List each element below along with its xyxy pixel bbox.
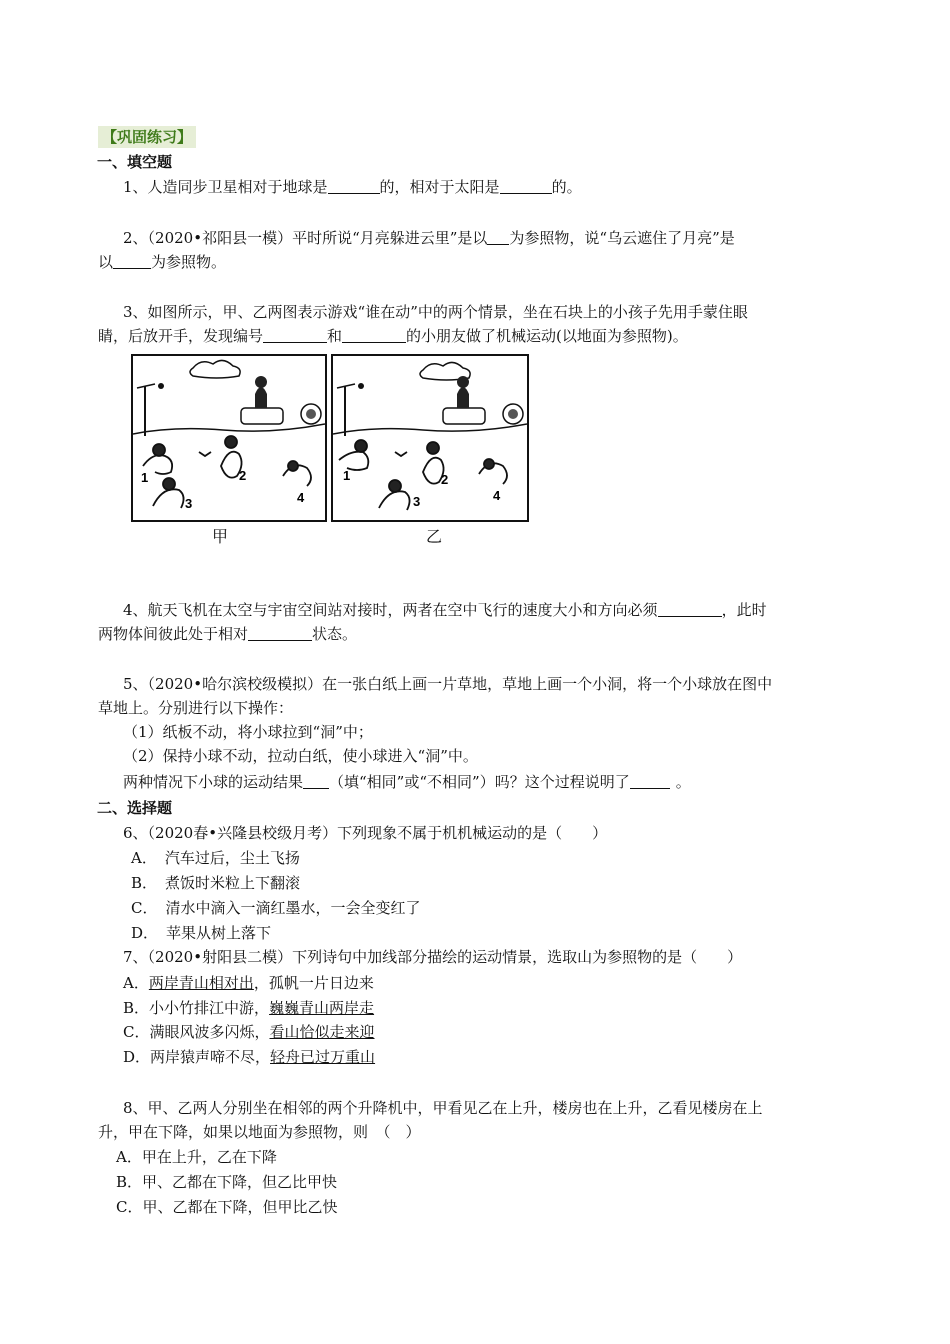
answer-blank [303, 774, 329, 789]
question-7-option-d: D．两岸猿声啼不尽，轻舟已过万重山 [123, 1048, 376, 1066]
child-number: 3 [185, 496, 193, 511]
answer-blank [630, 774, 670, 789]
answer-blank [113, 254, 151, 269]
figure-caption-jia: 甲 [212, 527, 229, 546]
question-8-option-a: A．甲在上升，乙在下降 [116, 1148, 277, 1166]
question-5-operation-1: （1）纸板不动，将小球拉到“洞”中； [123, 723, 373, 741]
child-number: 4 [297, 490, 305, 505]
question-6-option-b: B． 煮饭时米粒上下翻滚 [131, 874, 301, 892]
figure-panel-jia [131, 354, 327, 522]
question-7-option-a: A．两岸青山相对出，孤帆一片日边来 [123, 974, 374, 992]
question-7-option-c: C．满眼风波多闪烁，看山恰似走来迎 [123, 1023, 375, 1041]
question-8-option-b: B．甲、乙都在下降，但乙比甲快 [116, 1173, 338, 1191]
part1-heading: 一、填空题 [97, 153, 173, 171]
answer-blank [342, 328, 406, 343]
question-6-option-d: D． 苹果从树上落下 [131, 924, 272, 942]
question-1: 1、人造同步卫星相对于地球是 的，相对于太阳是 的。 [123, 178, 582, 196]
answer-blank [487, 230, 509, 245]
answer-blank [263, 328, 327, 343]
child-number: 4 [493, 488, 501, 503]
question-8-line-1: 8、甲、乙两人分别坐在相邻的两个升降机中，甲看见乙在上升，楼房也在上升，乙看见楼房在上 [123, 1099, 763, 1117]
question-3-line-1: 3、如图所示，甲、乙两图表示游戏“谁在动”中的两个情景，坐在石块上的小孩子先用手蒙住眼 [123, 303, 748, 321]
answer-blank [328, 179, 380, 194]
child-number: 3 [413, 494, 421, 509]
question-5-operation-2: （2）保持小球不动，拉动白纸，使小球进入“洞”中。 [123, 747, 478, 765]
question-7-option-b: B．小小竹排江中游，巍巍青山两岸走 [123, 999, 375, 1017]
question-6-stem: 6、（2020春•兴隆县校级月考）下列现象不属于机机械运动的是（ ） [123, 824, 608, 842]
question-7-stem: 7、（2020•射阳县二模）下列诗句中加线部分描绘的运动情景，选取山为参照物的是（ ） [123, 948, 743, 966]
question-8-option-c: C．甲、乙都在下降，但甲比乙快 [116, 1198, 338, 1216]
question-2-line-1: 2、（2020•祁阳县一模）平时所说“月亮躲进云里”是以 为参照物，说“乌云遮住了月亮”是 [123, 229, 735, 247]
figure-caption-yi: 乙 [426, 527, 443, 546]
question-8-line-2: 升，甲在下降，如果以地面为参照物，则 （ ） [98, 1123, 421, 1141]
child-number: 2 [239, 468, 247, 483]
question-6-option-c: C． 清水中滴入一滴红墨水，一会全变红了 [131, 899, 421, 917]
figure-panel-yi [331, 354, 529, 522]
question-4-line-1: 4、航天飞机在太空与宇宙空间站对接时，两者在空中飞行的速度大小和方向必须 ，此时 [123, 601, 767, 619]
question-5-line-1: 5、（2020•哈尔滨校级模拟）在一张白纸上画一片草地，草地上画一个小洞，将一个小球放在图中 [123, 675, 773, 693]
answer-blank [500, 179, 552, 194]
child-number: 1 [141, 470, 149, 485]
question-5-line-5: 两种情况下小球的运动结果 （填“相同”或“不相同”）吗？这个过程说明了 。 [123, 773, 691, 791]
question-4-line-2: 两物体间彼此处于相对 状态。 [98, 625, 358, 643]
scene-drawing [133, 356, 325, 520]
section-tag: 【巩固练习】 [98, 126, 196, 148]
child-number: 1 [343, 468, 351, 483]
question-5-line-2: 草地上。分别进行以下操作： [98, 699, 294, 717]
part2-heading: 二、选择题 [97, 799, 173, 817]
answer-blank [248, 626, 312, 641]
scene-drawing [333, 356, 527, 520]
question-3-line-2: 睛，后放开手，发现编号 和 的小朋友做了机械运动(以地面为参照物)。 [98, 327, 688, 345]
child-number: 2 [441, 472, 449, 487]
answer-blank [658, 602, 722, 617]
question-2-line-2: 以 为参照物。 [98, 253, 227, 271]
question-6-option-a: A． 汽车过后，尘土飞扬 [131, 849, 300, 867]
